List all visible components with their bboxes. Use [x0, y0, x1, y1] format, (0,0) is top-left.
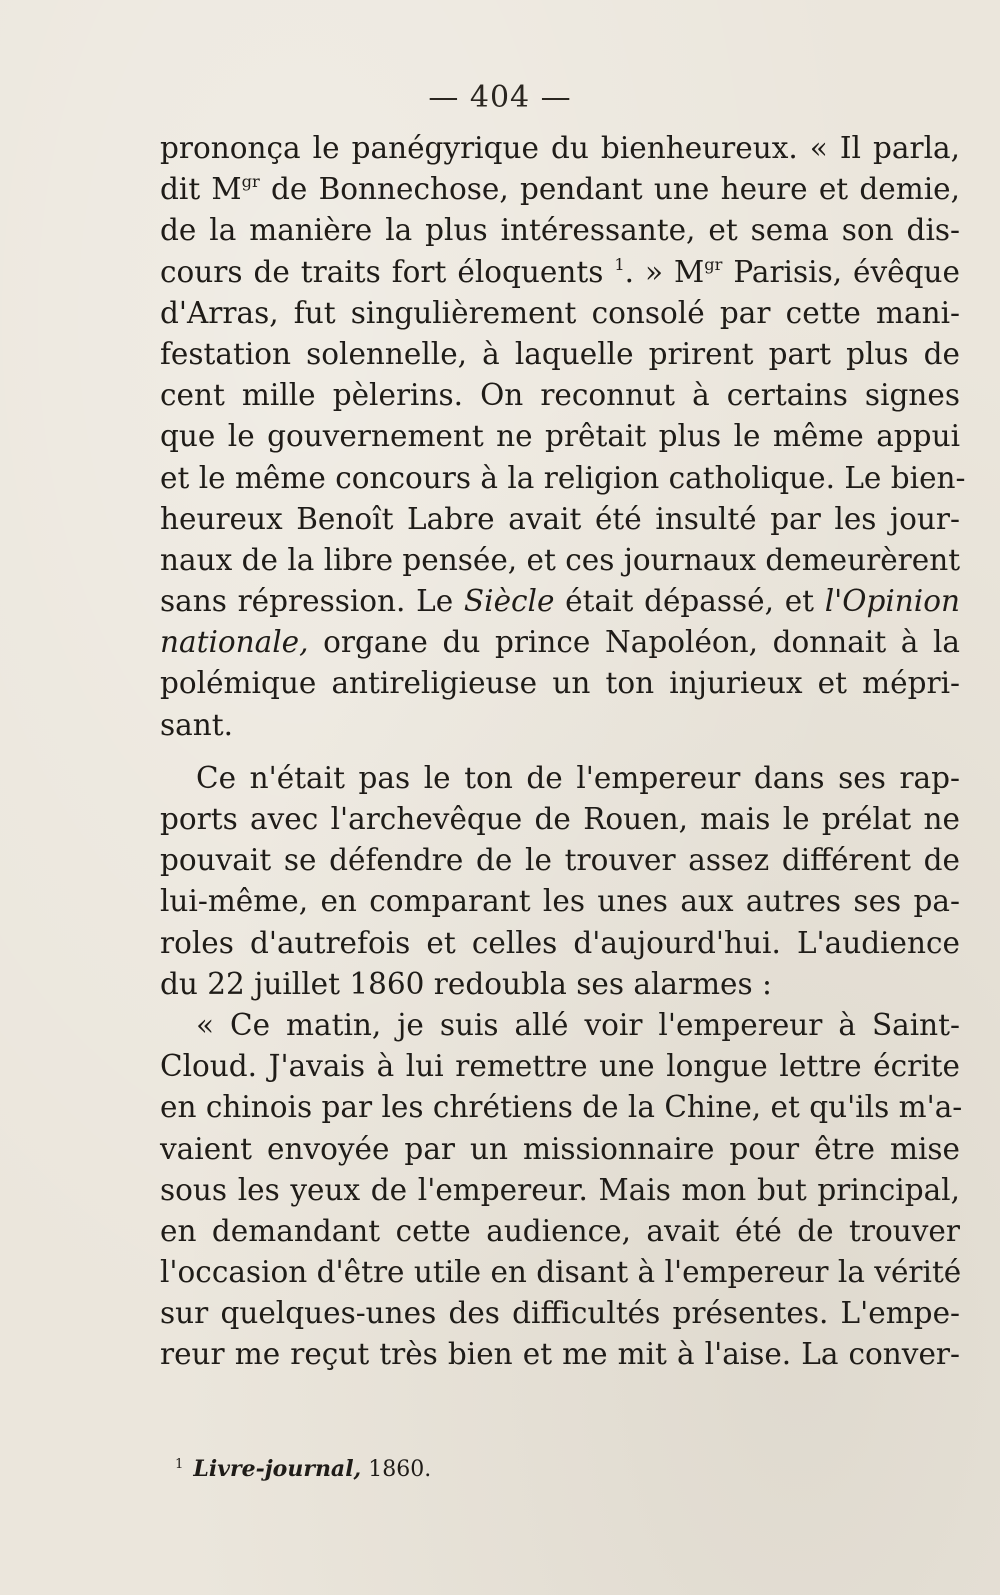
- footnote: [175, 1450, 431, 1485]
- text-run: festation solennelle, à laquelle prirent part plus de: [160, 336, 960, 371]
- text-line: [160, 416, 960, 457]
- text-line: [160, 499, 960, 540]
- text-run: de la manière la plus intéressante, et sema son dis-: [160, 213, 960, 248]
- italic-text: l'Opinion: [824, 584, 960, 619]
- text-line: [160, 128, 960, 169]
- text-run: cent mille pèlerins. On reconnut à certains signes: [160, 378, 960, 413]
- text-line: [160, 1293, 960, 1334]
- text-line: [160, 210, 960, 251]
- text-run: polémique antireligieuse un ton injurieux et mépri-: [160, 666, 960, 701]
- text-line: [160, 252, 960, 293]
- text-run: sous les yeux de l'empereur. Mais mon but principal,: [160, 1172, 960, 1207]
- text-line: [160, 293, 960, 334]
- text-run: vaient envoyée par un missionnaire pour être mise: [160, 1131, 960, 1166]
- text-line: [160, 1211, 960, 1252]
- superscript: gr: [704, 254, 723, 274]
- text-line: [160, 1170, 960, 1211]
- paragraph-gap: [160, 746, 960, 758]
- text-line: [160, 964, 960, 1005]
- text-run: organe du prince Napoléon, donnait à la: [308, 625, 960, 660]
- text-run: prononça le panégyrique du bienheureux. « Il parla,: [160, 131, 960, 165]
- text-line: [160, 1087, 963, 1128]
- text-run: que le gouvernement ne prêtait plus le même appui: [160, 419, 960, 454]
- superscript: gr: [241, 172, 260, 192]
- text-run: en chinois par les chrétiens de la Chine, et qu'ils m'a-: [160, 1090, 963, 1125]
- text-run: sant.: [160, 707, 233, 742]
- text-run: pouvait se défendre de le trouver assez différent de: [160, 843, 960, 878]
- text-line: [160, 540, 960, 581]
- text-line: [160, 799, 960, 840]
- text-line: [160, 1252, 960, 1293]
- text-run: . » M: [624, 254, 705, 289]
- text-line: [160, 1046, 960, 1087]
- text-run: en demandant cette audience, avait été de trouver: [160, 1213, 960, 1248]
- text-run: heureux Benoît Labre avait été insulté par les jour-: [160, 501, 960, 536]
- text-run: naux de la libre pensée, et ces journaux demeurèrent: [160, 542, 961, 577]
- text-line: [160, 622, 960, 663]
- footnote-source: Livre-journal,: [193, 1455, 362, 1482]
- text-line: [160, 1005, 960, 1046]
- text-run: Parisis, évêque: [722, 254, 960, 289]
- text-run: dit M: [160, 172, 242, 207]
- footnote-mark: 1: [175, 1457, 184, 1472]
- superscript: 1: [614, 254, 625, 274]
- italic-text: Siècle: [463, 584, 555, 619]
- text-line: [160, 375, 960, 416]
- text-line: [160, 758, 960, 799]
- text-run: sur quelques-unes des difficultés présentes. L'empe-: [160, 1296, 960, 1331]
- text-line: [160, 923, 960, 964]
- text-line: [160, 663, 960, 704]
- text-line: [160, 705, 960, 746]
- text-run: « Ce matin, je suis allé voir l'empereur à Saint-: [196, 1007, 960, 1042]
- text-run: ports avec l'archevêque de Rouen, mais le prélat ne: [160, 802, 960, 836]
- text-line: [160, 334, 960, 375]
- text-run: l'occasion d'être utile en disant à l'empereur la vérité: [160, 1255, 962, 1290]
- text-line: [160, 458, 966, 499]
- text-line: [160, 169, 960, 210]
- text-run: cours de traits fort éloquents: [160, 254, 615, 289]
- text-run: et le même concours à la religion catholique. Le bien-: [160, 460, 966, 495]
- text-line: [160, 581, 960, 622]
- text-line: [160, 1129, 960, 1170]
- text-run: Ce n'était pas le ton de l'empereur dans ses rap-: [196, 760, 960, 795]
- text-run: Cloud. J'avais à lui remettre une longue lettre écrite: [160, 1049, 960, 1084]
- text-line: [160, 1334, 960, 1375]
- text-run: sans répression. Le: [160, 584, 464, 619]
- italic-text: nationale,: [160, 625, 309, 660]
- footnote-year: 1860.: [361, 1456, 432, 1482]
- page-number: — 404 —: [428, 80, 572, 115]
- text-line: [160, 881, 960, 922]
- text-run: du 22 juillet 1860 redoubla ses alarmes :: [160, 966, 772, 1001]
- body-text: [160, 128, 966, 1376]
- text-run: de Bonnechose, pendant une heure et demie,: [259, 172, 960, 207]
- text-run: lui-même, en comparant les unes aux autres ses pa-: [160, 884, 960, 919]
- text-run: d'Arras, fut singulièrement consolé par cette mani-: [160, 295, 960, 330]
- text-run: reur me reçut très bien et me mit à l'aise. La conver-: [160, 1337, 960, 1372]
- text-run: roles d'autrefois et celles d'aujourd'hui. L'audience: [160, 925, 960, 960]
- text-run: était dépassé, et: [554, 584, 825, 619]
- text-line: [160, 840, 960, 881]
